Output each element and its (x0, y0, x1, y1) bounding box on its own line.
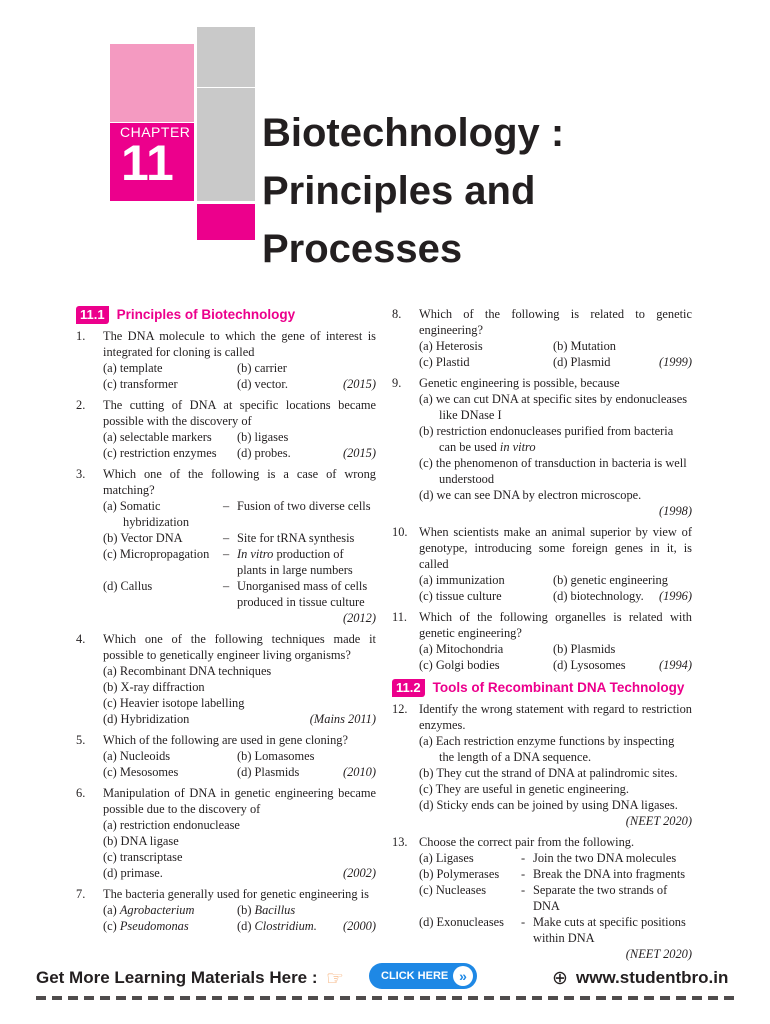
option-a: (a) Mitochondria (419, 642, 504, 656)
year: (2002) (342, 866, 376, 880)
match-left: (a) Ligases (419, 851, 474, 865)
click-here-button[interactable] (369, 963, 477, 989)
option-c: (c) They are useful in genetic engineering. (419, 782, 629, 796)
option-d-row (103, 865, 376, 881)
website-link[interactable]: www.studentbro.in (576, 968, 729, 987)
dash: - (521, 867, 526, 881)
option-b: (b) genetic engineering (553, 573, 668, 587)
year: (1998) (658, 504, 692, 518)
right-column (392, 306, 692, 967)
year: (NEET 2020) (625, 947, 692, 961)
chapter-number: 11 (121, 135, 174, 191)
option-text: (b) restriction endonucleases purified from bacteria can be used (419, 424, 674, 454)
question-number: 10. (392, 525, 408, 539)
option-a: (a) restriction endonuclease (103, 818, 240, 832)
question-text: Which of the following are used in gene cloning? (103, 733, 348, 747)
section-number: 11.1 (76, 306, 109, 324)
option-letter: (b) (237, 903, 255, 917)
match-left: (a) Somatic hybridization (103, 499, 190, 529)
question-number: 8. (392, 307, 402, 321)
deco-square-pink-small (197, 204, 255, 240)
match-left: (b) Vector DNA (103, 531, 183, 545)
option-text: Pseudomonas (119, 919, 189, 933)
question-number: 4. (76, 632, 86, 646)
option-c: (c) tissue culture (419, 589, 502, 603)
option-a: (a) Heterosis (419, 339, 483, 353)
question-1 (76, 328, 376, 392)
question-number: 7. (76, 887, 86, 901)
match-left: (d) Exonucleases (419, 915, 504, 929)
dash: - (521, 883, 526, 897)
question-number: 3. (76, 467, 86, 481)
option-c: (c) Plastid (419, 355, 470, 369)
option-b (419, 423, 692, 455)
option-text: Bacillus (254, 903, 296, 917)
option-d-row (553, 588, 692, 604)
footer-banner (0, 958, 770, 998)
year: (2015) (342, 446, 376, 460)
match-right-group (237, 546, 376, 578)
option-d: (d) Lysosomes (553, 658, 626, 672)
question-number: 11. (392, 610, 408, 624)
match-table (419, 850, 692, 946)
question-text: The DNA molecule to which the gene of interest is integrated for cloning is called (103, 329, 376, 359)
option-letter: (a) (103, 903, 120, 917)
option-d: (d) Hybridization (103, 712, 190, 726)
question-text: The bacteria generally used for genetic engineering is (103, 887, 369, 901)
option-d-row (103, 711, 376, 727)
option-d: (d) primase. (103, 866, 163, 880)
option-c: (c) restriction enzymes (103, 446, 217, 460)
question-2 (76, 397, 376, 461)
question-number: 12. (392, 702, 408, 716)
year: (2000) (342, 919, 376, 933)
question-text: Which of the following organelles is related with genetic engineering? (419, 610, 692, 640)
option-b (237, 902, 376, 918)
option-b: (b) Plasmids (553, 642, 616, 656)
option-c: (c) transcriptase (103, 850, 183, 864)
match-table (103, 498, 376, 610)
option-c: (c) Heavier isotope labelling (103, 696, 245, 710)
option-text: Agrobacterium (119, 903, 195, 917)
option-d: (d) Plasmids (237, 765, 300, 779)
dash: – (223, 499, 230, 513)
option-b: (b) carrier (237, 361, 287, 375)
deco-square-lightpink (110, 44, 194, 122)
question-number: 1. (76, 329, 86, 343)
dash: - (521, 915, 526, 929)
question-text: The cutting of DNA at specific locations became possible with the discovery of (103, 398, 376, 428)
section-title: Principles of Biotechnology (116, 307, 296, 322)
question-text: Which one of the following is a case of wrong matching? (103, 467, 376, 497)
match-right: Fusion of two diverse cells (237, 499, 371, 513)
title-line: Processes (262, 227, 463, 271)
options (419, 641, 692, 673)
option-d-row (237, 918, 376, 934)
question-12 (392, 701, 692, 829)
question-text: Which one of the following techniques made it possible to genetically engineer living organisms? (103, 632, 376, 662)
option-b: (b) ligases (237, 430, 289, 444)
title-line: Principles and (262, 169, 536, 213)
option-d: (d) vector. (237, 377, 288, 391)
question-number: 5. (76, 733, 86, 747)
left-column (76, 306, 376, 939)
pointing-hand-icon: ☞ (326, 968, 344, 990)
option-d (237, 918, 317, 934)
deco-square-gray-top (197, 27, 255, 87)
match-right: Unorganised mass of cells produced in tissue culture (237, 579, 368, 609)
question-5 (76, 732, 376, 780)
click-here-label: CLICK HERE (381, 970, 449, 982)
title-line: Biotechnology : (262, 111, 565, 155)
double-chevron-icon: » (453, 966, 473, 986)
match-left: (d) Callus (103, 579, 153, 593)
option-italic: in vitro (499, 440, 536, 454)
option-a: (a) we can cut DNA at specific sites by endonucleases like DNase I (419, 392, 688, 422)
question-text: Manipulation of DNA in genetic engineering became possible due to the discovery of (103, 786, 376, 816)
option-a: (a) Nucleoids (103, 749, 171, 763)
question-text: When scientists make an animal superior by view of genotype, introducing some foreign genes in it, is called (419, 525, 692, 571)
option-a: (a) selectable markers (103, 430, 212, 444)
option-letter: (c) (103, 919, 120, 933)
option-b: (b) Mutation (553, 339, 616, 353)
option-a (103, 902, 237, 918)
question-9 (392, 375, 692, 519)
option-b: (b) They cut the strand of DNA at palindromic sites. (419, 766, 678, 780)
question-13 (392, 834, 692, 962)
deco-square-gray-right (197, 88, 255, 201)
question-text: Genetic engineering is possible, because (419, 376, 620, 390)
match-left: (b) Polymerases (419, 867, 500, 881)
question-text: Choose the correct pair from the following. (419, 835, 635, 849)
option-c: (c) the phenomenon of transduction in bacteria is well understood (419, 456, 687, 486)
globe-icon: ⊕ (552, 968, 568, 989)
year: (2012) (342, 611, 376, 625)
option-d-row (237, 764, 376, 780)
match-right: production of plants in large numbers (237, 547, 353, 577)
option-d-row (553, 657, 692, 673)
option-a: (a) Recombinant DNA techniques (103, 664, 272, 678)
year: (1996) (658, 589, 692, 603)
question-number: 9. (392, 376, 402, 390)
question-8 (392, 306, 692, 370)
chapter-label: CHAPTER (120, 124, 191, 140)
year: (Mains 2011) (309, 712, 376, 726)
chapter-title (262, 104, 564, 278)
option-text: Clostridium. (254, 919, 317, 933)
match-right: Break the DNA into fragments (533, 867, 686, 881)
question-4 (76, 631, 376, 727)
dash: – (223, 579, 230, 593)
option-a: (a) Each restriction enzyme functions by inspecting the length of a DNA sequence. (419, 734, 675, 764)
option-a: (a) immunization (419, 573, 505, 587)
option-b: (b) X-ray diffraction (103, 680, 205, 694)
dash: – (223, 531, 230, 545)
option-letter: (d) (237, 919, 255, 933)
options (103, 429, 376, 461)
match-right: Make cuts at specific positions within DNA (533, 915, 686, 945)
section-heading (392, 679, 692, 697)
option-a: (a) template (103, 361, 163, 375)
year: (1999) (658, 355, 692, 369)
option-d: (d) we can see DNA by electron microscope. (419, 488, 642, 502)
question-7 (76, 886, 376, 934)
question-number: 13. (392, 835, 408, 849)
question-11 (392, 609, 692, 673)
question-text: Which of the following is related to genetic engineering? (419, 307, 692, 337)
question-3 (76, 466, 376, 626)
year: (2015) (342, 377, 376, 391)
question-number: 6. (76, 786, 86, 800)
dash: – (223, 547, 230, 561)
section-heading (76, 306, 376, 324)
option-c: (c) Golgi bodies (419, 658, 500, 672)
section-title: Tools of Recombinant DNA Technology (432, 680, 685, 695)
footer-divider (36, 996, 736, 1000)
option-d: (d) Plasmid (553, 355, 611, 369)
options (419, 338, 692, 370)
option-d-row (553, 354, 692, 370)
year: (1994) (658, 658, 692, 672)
option-d: (d) probes. (237, 446, 291, 460)
match-left: (c) Nucleases (419, 883, 487, 897)
option-d: (d) biotechnology. (553, 589, 644, 603)
footer-promo-text: Get More Learning Materials Here : (36, 968, 318, 987)
question-text: Identify the wrong statement with regard to restriction enzymes. (419, 702, 692, 732)
option-d-row (237, 445, 376, 461)
options (103, 748, 376, 780)
year: (NEET 2020) (625, 814, 692, 828)
match-right: Join the two DNA molecules (533, 851, 677, 865)
match-right: Separate the two strands of DNA (533, 883, 668, 913)
option-c: (c) transformer (103, 377, 178, 391)
option-b: (b) Lomasomes (237, 749, 315, 763)
question-6 (76, 785, 376, 881)
question-number: 2. (76, 398, 86, 412)
question-10 (392, 524, 692, 604)
year: (2010) (342, 765, 376, 779)
options (419, 572, 692, 604)
options (103, 902, 376, 934)
option-c: (c) Mesosomes (103, 765, 179, 779)
match-left: (c) Micropropagation (103, 547, 210, 561)
dash: - (521, 851, 526, 865)
option-d-row (237, 376, 376, 392)
option-c (103, 918, 237, 934)
section-number: 11.2 (392, 679, 425, 697)
match-right: Site for tRNA synthesis (237, 531, 355, 545)
option-d: (d) Sticky ends can be joined by using DNA ligases. (419, 798, 678, 812)
match-right-italic: In vitro (237, 547, 274, 561)
option-b: (b) DNA ligase (103, 834, 179, 848)
options (103, 360, 376, 392)
